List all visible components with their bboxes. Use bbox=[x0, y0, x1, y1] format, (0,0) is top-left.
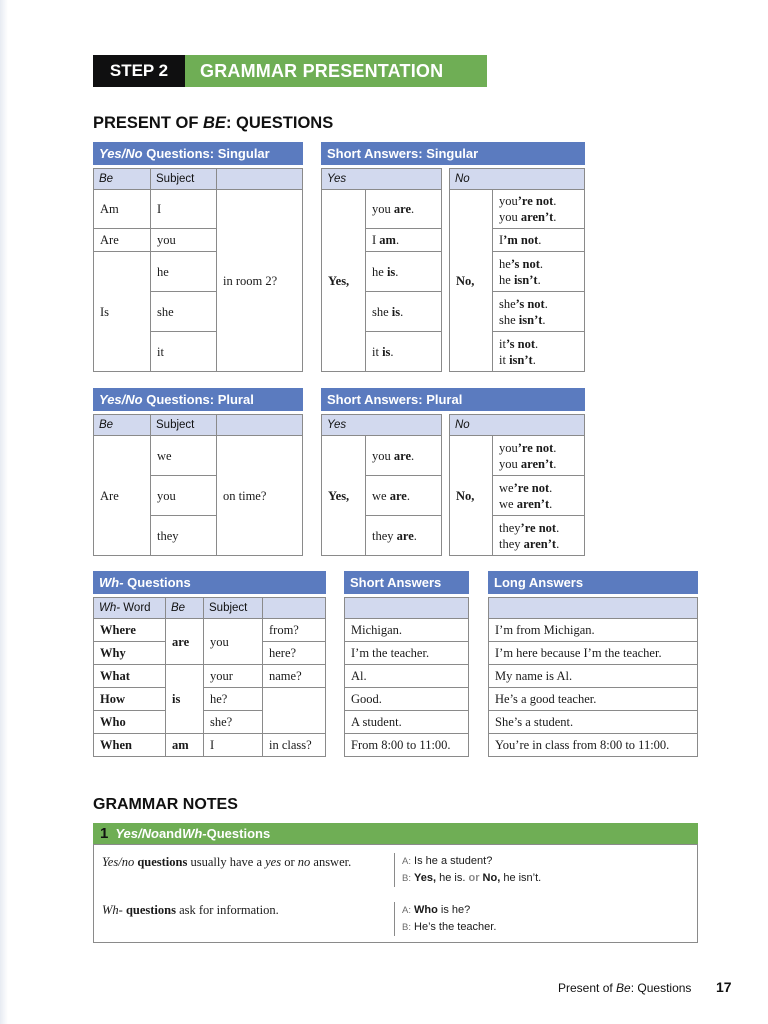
subject-cell: she? bbox=[204, 711, 263, 734]
wh-questions-table bbox=[93, 571, 326, 757]
subject-cell: they bbox=[151, 516, 217, 556]
wh-word: What bbox=[94, 665, 166, 688]
column-header: Subject bbox=[151, 415, 217, 436]
long-answer: I’m from Michigan. bbox=[489, 619, 698, 642]
long-answer: I’m here because I’m the teacher. bbox=[489, 642, 698, 665]
subject-cell: he? bbox=[204, 688, 263, 711]
subject-cell: you bbox=[151, 476, 217, 516]
no-word: No, bbox=[450, 436, 493, 556]
short-answer: Good. bbox=[345, 688, 469, 711]
column-header: Be bbox=[94, 169, 151, 190]
no-answer: I’m not. bbox=[493, 229, 585, 252]
be-cell: Am bbox=[94, 190, 151, 229]
long-answer: My name is Al. bbox=[489, 665, 698, 688]
grammar-notes-title: GRAMMAR NOTES bbox=[93, 796, 238, 813]
subject-cell: it bbox=[151, 332, 217, 372]
long-answer: She’s a student. bbox=[489, 711, 698, 734]
rest-cell: here? bbox=[263, 642, 326, 665]
no-answer: he’s not. he isn’t. bbox=[493, 252, 585, 292]
table-header: Wh- Questions bbox=[94, 572, 326, 594]
column-header: Be bbox=[94, 415, 151, 436]
wh-word: Where bbox=[94, 619, 166, 642]
subject-cell: we bbox=[151, 436, 217, 476]
short-answer: From 8:00 to 11:00. bbox=[345, 734, 469, 757]
note-text: Yes/no questions usually have a yes or no answer. bbox=[102, 855, 352, 869]
section-title-pre: PRESENT OF bbox=[93, 114, 204, 132]
grammar-note-box bbox=[93, 844, 698, 943]
no-answer: she’s not. she isn’t. bbox=[493, 292, 585, 332]
no-answer: you’re not. you aren’t. bbox=[493, 436, 585, 476]
yes-word: Yes, bbox=[322, 190, 366, 372]
column-header bbox=[345, 598, 469, 619]
section-title bbox=[93, 114, 333, 133]
no-answer: we’re not. we aren’t. bbox=[493, 476, 585, 516]
short-answer: Michigan. bbox=[345, 619, 469, 642]
short-answer: I’m the teacher. bbox=[345, 642, 469, 665]
column-header-be: Be bbox=[166, 598, 204, 619]
grammar-note-bar: 1 Yes/No and Wh- Questions bbox=[93, 823, 698, 844]
table-header: Long Answers bbox=[489, 572, 698, 594]
note-number: 1 bbox=[100, 825, 109, 842]
yes-answer: they are. bbox=[366, 516, 442, 556]
table-header: Short Answers: Singular bbox=[322, 143, 585, 165]
note-example: A: Is he a student? B: Yes, he is. or No, he isn’t. bbox=[394, 853, 541, 887]
yes-answer: you are. bbox=[366, 190, 442, 229]
long-answer: You’re in class from 8:00 to 11:00. bbox=[489, 734, 698, 757]
wh-word: Why bbox=[94, 642, 166, 665]
long-answers-table bbox=[488, 571, 698, 757]
wh-word: How bbox=[94, 688, 166, 711]
column-header bbox=[217, 169, 303, 190]
yes-answer: I am. bbox=[366, 229, 442, 252]
column-header-no: No bbox=[450, 415, 585, 436]
table-header: Yes/No Questions: Plural bbox=[94, 389, 303, 411]
short-answers-table bbox=[344, 571, 469, 757]
short-answers-singular-table bbox=[321, 142, 585, 372]
subject-cell: you bbox=[151, 229, 217, 252]
step-title: GRAMMAR PRESENTATION bbox=[185, 55, 487, 87]
rest-cell: from? bbox=[263, 619, 326, 642]
subject-cell: he bbox=[151, 252, 217, 292]
note-text: Wh- questions ask for information. bbox=[102, 903, 279, 917]
yes-no-questions-plural-table bbox=[93, 388, 303, 556]
step-header bbox=[93, 55, 487, 87]
subject-cell: your bbox=[204, 665, 263, 688]
no-answer: it’s not. it isn’t. bbox=[493, 332, 585, 372]
yes-word: Yes, bbox=[322, 436, 366, 556]
column-header-yes: Yes bbox=[322, 169, 442, 190]
wh-word: Who bbox=[94, 711, 166, 734]
column-header: Subject bbox=[151, 169, 217, 190]
no-answer: they’re not. they aren’t. bbox=[493, 516, 585, 556]
subject-cell: you bbox=[204, 619, 263, 665]
column-header bbox=[263, 598, 326, 619]
be-cell: Is bbox=[94, 252, 151, 372]
column-header-no: No bbox=[450, 169, 585, 190]
short-answer: Al. bbox=[345, 665, 469, 688]
table-header: Yes/No Questions: Singular bbox=[94, 143, 303, 165]
yes-answer: we are. bbox=[366, 476, 442, 516]
section-title-post: : QUESTIONS bbox=[225, 114, 334, 132]
yes-answer: it is. bbox=[366, 332, 442, 372]
be-cell: Are bbox=[94, 436, 151, 556]
column-header bbox=[489, 598, 698, 619]
short-answers-plural-table bbox=[321, 388, 585, 556]
no-answer: you’re not. you aren’t. bbox=[493, 190, 585, 229]
column-header-subject: Subject bbox=[204, 598, 263, 619]
page-edge-shadow bbox=[0, 0, 8, 1024]
wh-word: When bbox=[94, 734, 166, 757]
column-header-wh-word: Wh- Word bbox=[94, 598, 166, 619]
table-header: Short Answers bbox=[345, 572, 469, 594]
table-header: Short Answers: Plural bbox=[322, 389, 585, 411]
yes-answer: she is. bbox=[366, 292, 442, 332]
no-word: No, bbox=[450, 190, 493, 372]
column-header-yes: Yes bbox=[322, 415, 442, 436]
subject-cell: she bbox=[151, 292, 217, 332]
column-header bbox=[217, 415, 303, 436]
rest-cell: in class? bbox=[263, 734, 326, 757]
rest-cell: on time? bbox=[217, 436, 303, 556]
rest-cell: name? bbox=[263, 665, 326, 688]
short-answer: A student. bbox=[345, 711, 469, 734]
page-number: 17 bbox=[716, 979, 732, 995]
long-answer: He’s a good teacher. bbox=[489, 688, 698, 711]
yes-no-questions-singular-table bbox=[93, 142, 303, 372]
subject-cell: I bbox=[204, 734, 263, 757]
be-cell: am bbox=[166, 734, 204, 757]
rest-cell bbox=[263, 688, 326, 734]
yes-answer: he is. bbox=[366, 252, 442, 292]
be-cell: is bbox=[166, 665, 204, 734]
be-cell: are bbox=[166, 619, 204, 665]
footer-running-title: Present of Be: Questions bbox=[558, 981, 692, 995]
yes-answer: you are. bbox=[366, 436, 442, 476]
section-title-be: BE bbox=[203, 114, 226, 132]
be-cell: Are bbox=[94, 229, 151, 252]
subject-cell: I bbox=[151, 190, 217, 229]
step-number: STEP 2 bbox=[93, 55, 185, 87]
note-example: A: Who is he? B: He’s the teacher. bbox=[394, 902, 496, 936]
rest-cell: in room 2? bbox=[217, 190, 303, 372]
